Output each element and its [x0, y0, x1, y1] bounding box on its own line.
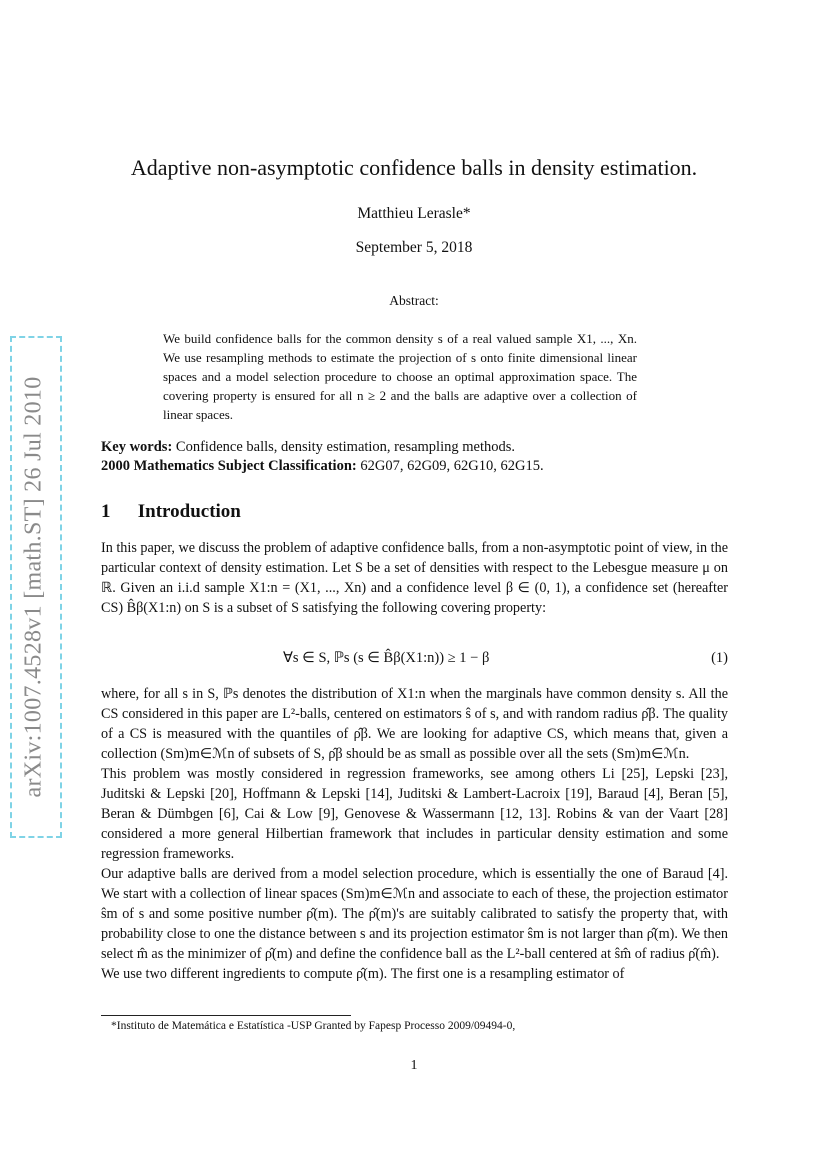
section-heading: [101, 501, 241, 523]
section-title: Introduction: [137, 501, 241, 522]
keywords-label: Key words:: [101, 439, 173, 455]
abstract-body: We build confidence balls for the common density s of a real valued sample X1, ..., Xn. We use resampling methods to estimate the projection of s onto finite dimensional linear spaces and a model selection procedure to choose an optimal approximation space. The covering property is ensured for all n ≥ 2 and the balls are adaptive over a collection of linear spaces.: [163, 331, 637, 422]
arxiv-stamp: arXiv:1007.4528v1 [math.ST] 26 Jul 2010: [20, 376, 47, 798]
paragraph-definitions: where, for all s in S, ℙs denotes the distribution of X1:n when the marginals have common density s. All the CS considered in this paper are L²-balls, centered on estimators ŝ of s, and with random radius ρ̂β. The quality of a CS is measured with the quantiles of ρ̂β. We are looking for adaptive CS, which means that, given a collection (Sm)m∈ℳn of subsets of S, ρ̂β should be as small as possible over all the sets (Sm)m∈ℳn.: [101, 686, 728, 762]
footnote: *Instituto de Matemática e Estatística -USP Granted by Fapesp Processo 2009/09494-0,: [111, 1020, 516, 1032]
section-number: 1: [101, 501, 111, 522]
keywords-value: Confidence balls, density estimation, resampling methods.: [175, 439, 516, 455]
paper-author: Matthieu Lerasle*: [357, 205, 471, 222]
paragraph-literature: This problem was mostly considered in regression frameworks, see among others Li [25], Lepski [23], Juditski & Lepski [20], Hoffmann & Lepski [14], Juditski & Lambert-Lacroix [19], Baraud [4], Beran [5], Beran & Dümbgen [6], Cai & Low [9], Genovese & Wassermann [12, 13]. Robins & van der Vaart [28] considered a more general Hilbertian framework that includes in particular density estimation and some regression frameworks.: [101, 766, 728, 862]
paragraph-approach: Our adaptive balls are derived from a model selection procedure, which is essentially the one of Baraud [4]. We start with a collection of linear spaces (Sm)m∈ℳn and associate to each of these, the projection estimator ŝm of s and some positive number ρ̂(m). The ρ̂(m)'s are suitably calibrated to satisfy the property that, with probability close to one the distance between s and its projection estimator ŝm is not larger than ρ̂(m). We then select m̂ as the minimizer of ρ̂(m) and define the confidence ball as the L²-ball centered at ŝm̂ of radius ρ̂(m̂).: [101, 866, 728, 962]
msc-label: 2000 Mathematics Subject Classification:: [101, 458, 357, 474]
keywords-block: [101, 438, 729, 476]
equation-body: ∀s ∈ S, ℙs (s ∈ B̂β(X1:n)) ≥ 1 − β: [283, 650, 490, 666]
page-number: 1: [410, 1058, 418, 1073]
paragraph-ingredients: We use two different ingredients to compute ρ̂(m). The first one is a resampling estimator of: [101, 966, 625, 982]
footnote-divider: [101, 1015, 351, 1016]
paragraph-intro: In this paper, we discuss the problem of adaptive confidence balls, from a non-asymptotic point of view, in the particular context of density estimation. Let S be a set of densities with respect to the Lebesgue measure μ on ℝ. Given an i.i.d sample X1:n = (X1, ..., Xn) and a confidence level β ∈ (0, 1), a confidence set (hereafter CS) B̂β(X1:n) on S is a subset of S satisfying the following covering property:: [101, 540, 728, 616]
paper-date: September 5, 2018: [355, 239, 473, 256]
msc-value: 62G07, 62G09, 62G10, 62G15.: [360, 458, 544, 474]
abstract-heading: Abstract:: [389, 293, 439, 308]
keywords-line: [101, 438, 729, 457]
paper-title: Adaptive non-asymptotic confidence balls in density estimation.: [130, 155, 698, 180]
paragraph-block: [101, 684, 728, 984]
msc-line: [101, 457, 729, 476]
equation-number: (1): [711, 650, 728, 666]
